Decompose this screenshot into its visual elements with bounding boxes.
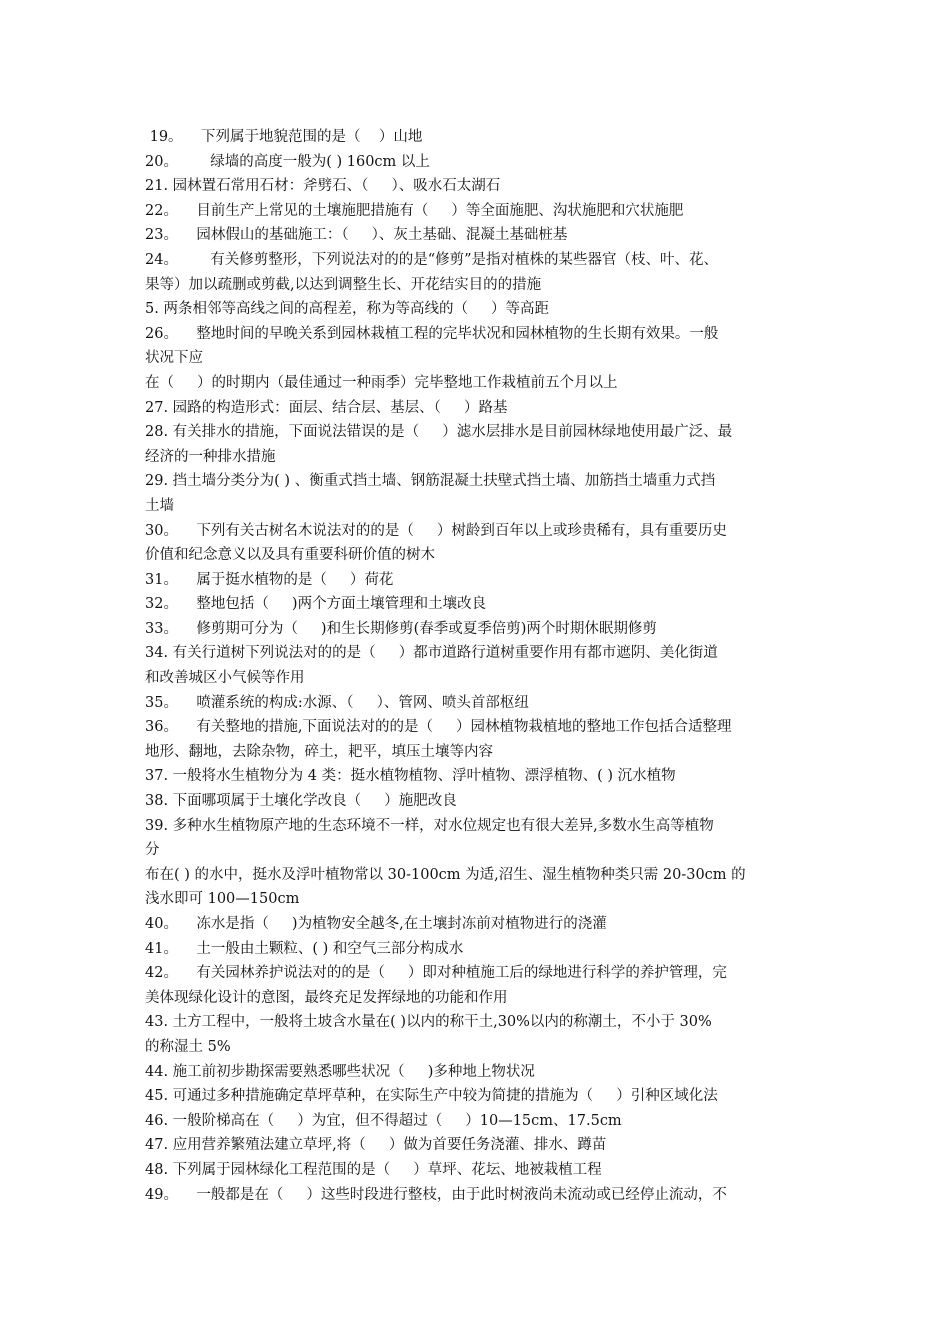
document-page xyxy=(145,125,825,1207)
text-line: 41。 土一般由土颗粒、( ) 和空气三部分构成水 xyxy=(145,940,464,957)
text-line: 果等）加以疏删或剪截,以达到调整生长、开花结实目的的措施 xyxy=(145,276,542,293)
text-line: 20。 绿墙的高度一般为( ) 160cm 以上 xyxy=(145,153,430,170)
text-line: 31。 属于挺水植物的是（ ）荷花 xyxy=(145,571,394,588)
text-line: 价值和纪念意义以及具有重要科研价值的树木 xyxy=(145,547,435,564)
text-line: 和改善城区小气候等作用 xyxy=(145,670,305,687)
text-line: 的称湿土 5% xyxy=(145,1038,231,1055)
text-line: 45. 可通过多种措施确定草坪草种，在实际生产中较为简捷的措施为（ ）引种区域化法 xyxy=(145,1088,718,1105)
text-line: 37. 一般将水生植物分为 4 类：挺水植物植物、浮叶植物、漂浮植物、( ) 沉水植物 xyxy=(145,768,676,785)
text-line: 33。 修剪期可分为（ )和生长期修剪(春季或夏季倍剪)两个时期休眠期修剪 xyxy=(145,620,657,637)
text-line: 47. 应用营养繁殖法建立草坪,将（ ）做为首要任务浇灌、排水、蹲苗 xyxy=(145,1137,607,1154)
text-line: 23。 园林假山的基础施工：（ ）、灰土基础、混凝土基础桩基 xyxy=(145,227,568,244)
text-line: 35。 喷灌系统的构成:水源、（ ）、管网、喷头首部枢纽 xyxy=(145,694,529,711)
text-line: 38. 下面哪项属于土壤化学改良（ ）施肥改良 xyxy=(145,793,457,810)
text-line: 34. 有关行道树下列说法对的的是（ ）都市道路行道树重要作用有都市遮阴、美化街道 xyxy=(145,645,718,662)
text-line: 39. 多种水生植物原产地的生态环境不一样，对水位规定也有很大差异,多数水生高等植物 xyxy=(145,817,714,834)
text-line: 浅水即可 100—150cm xyxy=(145,891,300,908)
text-line: 21. 园林置石常用石材：斧劈石、（ ）、吸水石太湖石 xyxy=(145,178,501,195)
text-line: 土墙 xyxy=(145,497,174,514)
text-line: 美体现绿化设计的意图，最终充足发挥绿地的功能和作用 xyxy=(145,989,508,1006)
text-line: 32。 整地包括（ )两个方面土壤管理和土壤改良 xyxy=(145,596,487,613)
text-line: 分 xyxy=(145,842,160,859)
text-line: 42。 有关园林养护说法对的的是（ ）即对种植施工后的绿地进行科学的养护管理，完 xyxy=(145,965,727,982)
text-line: 布在( ) 的水中，挺水及浮叶植物常以 30-100cm 为适,沼生、湿生植物种类只需 20-30cm 的 xyxy=(145,866,746,883)
text-line: 19。 下列属于地貌范围的是（ ）山地 xyxy=(145,129,423,145)
text-line: 27. 园路的构造形式：面层、结合层、基层、（ ）路基 xyxy=(145,399,508,416)
text-line: 36。 有关整地的措施,下面说法对的的是（ ）园林植物栽植地的整地工作包括合适整理 xyxy=(145,719,732,736)
text-line: 24。 有关修剪整形，下列说法对的的是“修剪”是指对植株的某些器官（枝、叶、花、 xyxy=(145,251,719,268)
text-line: 30。 下列有关古树名木说法对的的是（ ）树龄到百年以上或珍贵稀有，具有重要历史 xyxy=(145,522,727,539)
text-line: 状况下应 xyxy=(145,350,203,367)
text-line: 22。 目前生产上常见的土壤施肥措施有（ ）等全面施肥、沟状施肥和穴状施肥 xyxy=(145,202,684,219)
text-line: 28. 有关排水的措施，下面说法错误的是（ ）滤水层排水是目前园林绿地使用最广泛、最 xyxy=(145,424,733,441)
text-line: 5. 两条相邻等高线之间的高程差，称为等高线的（ ）等高距 xyxy=(145,301,549,318)
text-line: 26。 整地时间的早晚关系到园林栽植工程的完毕状况和园林植物的生长期有效果。一般 xyxy=(145,325,719,342)
text-line: 46. 一般阶梯高在（ ）为宜，但不得超过（ ）10—15cm、17.5cm xyxy=(145,1112,622,1129)
text-line: 48. 下列属于园林绿化工程范围的是（ ）草坪、花坛、地被栽植工程 xyxy=(145,1161,602,1178)
text-line: 43. 土方工程中，一般将土坡含水量在( )以内的称干土,30%以内的称潮土，不小于 30% xyxy=(145,1014,712,1031)
text-line: 49。 一般都是在（ ）这些时段进行整枝，由于此时树液尚未流动或已经停止流动，不 xyxy=(145,1186,727,1203)
text-line: 在（ ）的时期内（最佳通过一种雨季）完毕整地工作栽植前五个月以上 xyxy=(145,374,618,391)
text-line: 29. 挡土墙分类分为( ) 、衡重式挡土墙、钢筋混凝土扶壁式挡土墙、加筋挡土墙重力式挡 xyxy=(145,473,716,490)
text-line: 40。 冻水是指（ )为植物安全越冬,在土壤封冻前对植物进行的浇灌 xyxy=(145,916,607,932)
text-line: 地形、翻地，去除杂物，碎土，耙平，填压土壤等内容 xyxy=(145,743,493,760)
text-line: 经济的一种排水措施 xyxy=(145,448,276,465)
text-line: 44. 施工前初步勘探需要熟悉哪些状况（ )多种地上物状况 xyxy=(145,1063,535,1080)
